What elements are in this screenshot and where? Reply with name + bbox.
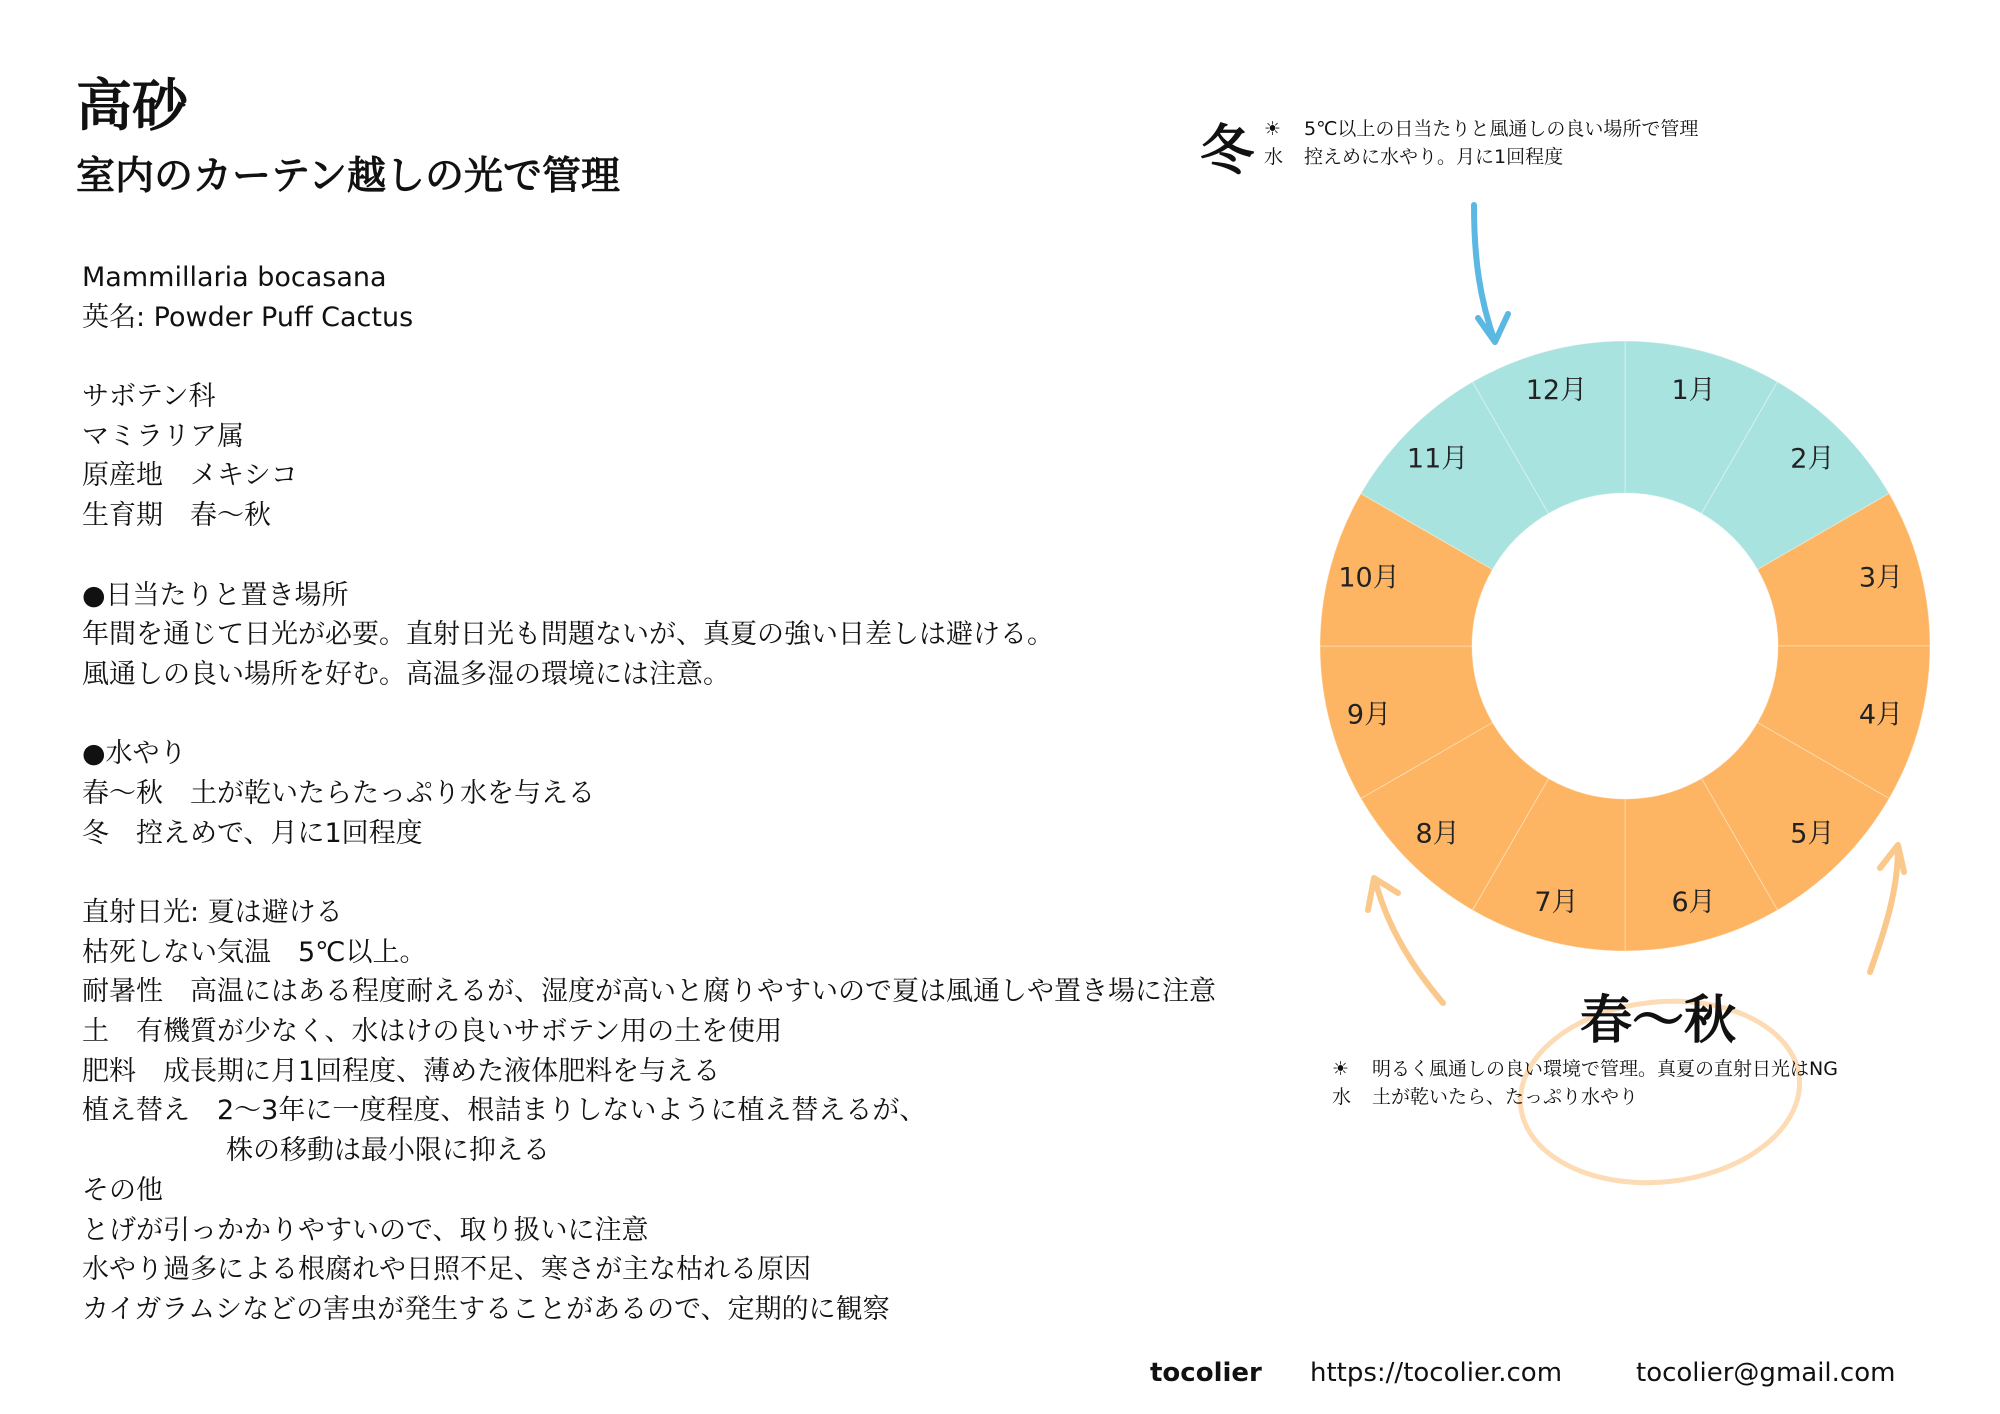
month-label: 5月 xyxy=(1790,818,1835,850)
month-label: 4月 xyxy=(1858,699,1904,731)
text-line: 耐暑性 高温にはある程度耐えるが、湿度が高いと腐りやすいので夏は風通しや置き場に注意 xyxy=(82,976,1216,1008)
month-label: 1月 xyxy=(1671,375,1716,407)
text-line: サボテン科 xyxy=(82,381,216,413)
month-label: 11月 xyxy=(1406,443,1469,475)
text-line: 土 有機質が少なく、水はけの良いサボテン用の土を使用 xyxy=(82,1016,783,1048)
spring-sun-text: 明るく風通しの良い環境で管理。真夏の直射日光はNG xyxy=(1372,1058,1838,1080)
sun-icon: ☀ xyxy=(1264,118,1282,140)
footer-url-link[interactable]: https://tocolier.com xyxy=(1310,1358,1563,1388)
text-line: 春〜秋 土が乾いたらたっぷり水を与える xyxy=(82,777,595,809)
footer-brand: tocolier xyxy=(1150,1358,1262,1388)
winter-sun-text: 5℃以上の日当たりと風通しの良い場所で管理 xyxy=(1304,118,1699,140)
text-line: とげが引っかかりやすいので、取り扱いに注意 xyxy=(82,1214,649,1246)
text-line: 肥料 成長期に月1回程度、薄めた液体肥料を与える xyxy=(82,1055,721,1087)
footer-email-link[interactable]: tocolier@gmail.com xyxy=(1636,1358,1896,1388)
winter-notes xyxy=(1264,115,1698,171)
month-label: 8月 xyxy=(1415,818,1460,850)
text-line: カイガラムシなどの害虫が発生することがあるので、定期的に観察 xyxy=(82,1293,890,1325)
page-title: 高砂 xyxy=(76,74,188,139)
text-line: 英名: Powder Puff Cactus xyxy=(82,301,414,333)
text-line: 枯死しない気温 5℃以上。 xyxy=(82,936,427,968)
text-line: 原産地 メキシコ xyxy=(82,460,298,492)
month-label: 10月 xyxy=(1338,562,1400,594)
text-line: 水やり過多による根腐れや日照不足、寒さが主な枯れる原因 xyxy=(82,1254,811,1286)
text-line: 直射日光: 夏は避ける xyxy=(82,897,343,928)
text-line: 冬 控えめで、月に1回程度 xyxy=(82,817,423,849)
text-line: Mammillaria bocasana xyxy=(82,262,387,293)
spring-autumn-label: 春〜秋 xyxy=(1580,991,1737,1051)
spring-autumn-notes xyxy=(1332,1055,1838,1111)
text-line: 風通しの良い場所を好む。高温多湿の環境には注意。 xyxy=(82,658,730,690)
month-label: 3月 xyxy=(1858,562,1904,594)
text-line: ●水やり xyxy=(82,738,187,770)
spring-arrow-right xyxy=(1870,845,1904,972)
text-line: 年間を通じて日光が必要。直射日光も問題ないが、真夏の強い日差しは避ける。 xyxy=(82,619,1054,651)
month-label: 12月 xyxy=(1525,375,1588,407)
spring-arrow-left xyxy=(1368,878,1443,1003)
month-label: 7月 xyxy=(1534,886,1579,918)
text-line: 株の移動は最小限に抑える xyxy=(226,1135,550,1167)
water-icon: 水 xyxy=(1264,146,1284,168)
water-icon: 水 xyxy=(1332,1086,1352,1108)
text-line: 植え替え 2〜3年に一度程度、根詰まりしないように植え替えるが、 xyxy=(82,1095,927,1127)
text-line: その他 xyxy=(82,1174,163,1206)
text-line: ●日当たりと置き場所 xyxy=(82,579,349,611)
text-line: 生育期 春〜秋 xyxy=(82,500,271,532)
page-subtitle: 室内のカーテン越しの光で管理 xyxy=(76,154,621,199)
winter-label: 冬 xyxy=(1200,119,1254,182)
winter-water-text: 控えめに水やり。月に1回程度 xyxy=(1304,146,1564,168)
month-donut xyxy=(1320,341,1930,951)
sun-icon: ☀ xyxy=(1332,1058,1350,1080)
spring-water-text: 土が乾いたら、たっぷり水やり xyxy=(1372,1086,1639,1108)
winter-arrow xyxy=(1474,205,1508,342)
month-label: 2月 xyxy=(1790,443,1835,475)
month-label: 9月 xyxy=(1346,699,1392,731)
text-line: マミラリア属 xyxy=(82,420,244,452)
month-label: 6月 xyxy=(1671,886,1716,918)
